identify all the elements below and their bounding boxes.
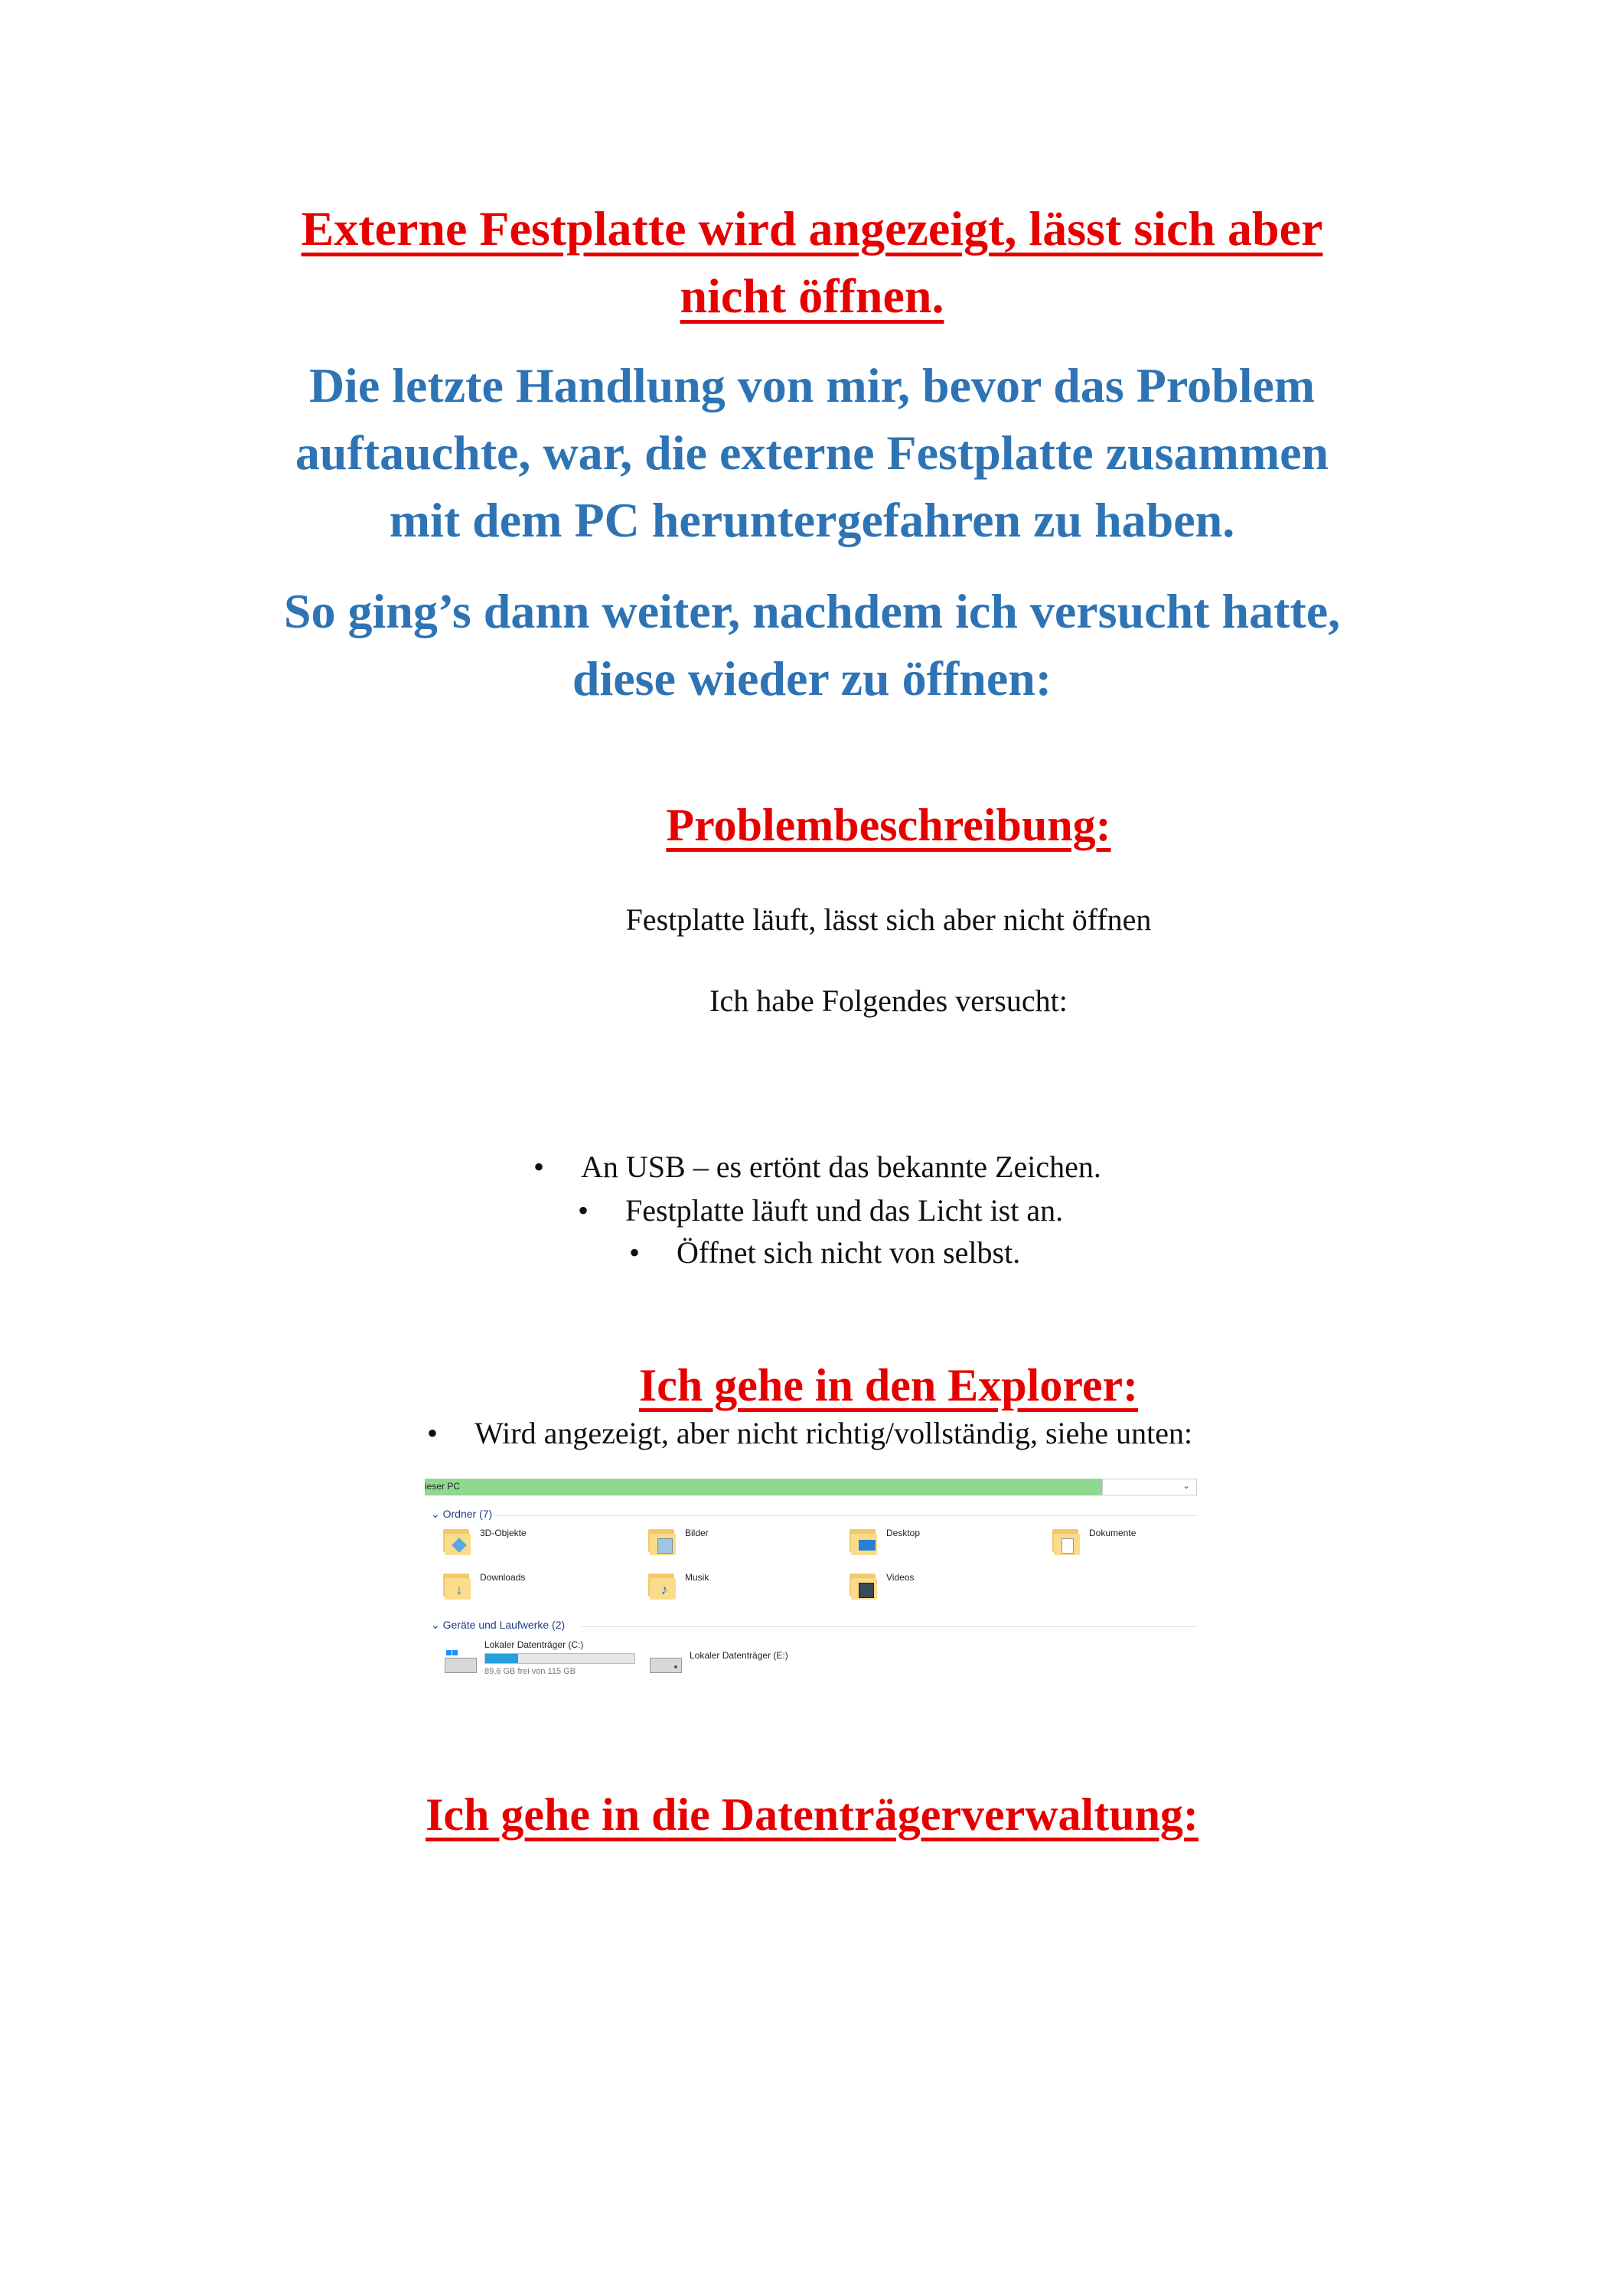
- explorer-screenshot: [425, 1477, 1205, 1693]
- folder-3d-objekte: [442, 1525, 633, 1560]
- drives-group-header: ⌄ Geräte und Laufwerke (2): [431, 1619, 566, 1631]
- drives-group-label: Geräte und Laufwerke (2): [442, 1619, 566, 1631]
- explorer-heading: Ich gehe in den Explorer:: [638, 1360, 1139, 1411]
- group-divider: [582, 1626, 1198, 1627]
- intro-paragraph-1: [0, 352, 1624, 554]
- folder-pictures-icon: [647, 1525, 679, 1557]
- drive-usage-bar: [484, 1653, 635, 1664]
- drive-label: Lokaler Datenträger (E:): [690, 1650, 788, 1661]
- folder-3d-icon: [442, 1525, 474, 1557]
- folder-bilder: [647, 1525, 838, 1560]
- address-bar-progress: [425, 1479, 1102, 1495]
- bullet-dot-icon: •: [629, 1235, 641, 1270]
- folder-label: 3D-Objekte: [480, 1528, 527, 1538]
- intro-line: Die letzte Handlung von mir, bevor das Problem: [308, 358, 1316, 413]
- bullet-dot-icon: •: [578, 1193, 589, 1228]
- bullet-dot-icon: •: [427, 1416, 439, 1450]
- folder-desktop: [848, 1525, 1039, 1560]
- document-title-line-2: nicht öffnen.: [680, 269, 944, 323]
- folder-label: Videos: [886, 1572, 915, 1583]
- folder-videos: [848, 1569, 1039, 1604]
- bullet-dot-icon: •: [533, 1150, 545, 1184]
- address-bar: [425, 1479, 1205, 1495]
- problem-heading: Problembeschreibung:: [666, 800, 1111, 850]
- chevron-down-icon: ⌄: [1182, 1480, 1191, 1491]
- folders-group-label: Ordner (7): [442, 1508, 493, 1520]
- problem-description: Festplatte läuft, lässt sich aber nicht öffnen: [625, 902, 1152, 937]
- tried-label: Ich habe Folgendes versucht:: [709, 983, 1068, 1018]
- address-text: ieser PC: [425, 1481, 461, 1492]
- folder-desktop-icon: [848, 1525, 880, 1557]
- folder-label: Downloads: [480, 1572, 526, 1583]
- intro-line: mit dem PC heruntergefahren zu haben.: [389, 493, 1235, 547]
- group-divider: [494, 1515, 1198, 1516]
- intro-line: diese wieder zu öffnen:: [572, 651, 1052, 706]
- drive-usage-fill: [485, 1654, 518, 1663]
- disk-management-heading: Ich gehe in die Datenträgerverwaltung:: [426, 1789, 1198, 1840]
- intro-line: So ging’s dann weiter, nachdem ich versucht hatte,: [283, 584, 1341, 638]
- folder-label: Musik: [685, 1572, 709, 1583]
- intro-paragraph-2: [0, 578, 1624, 713]
- folders-group-header: ⌄ Ordner (7): [431, 1508, 493, 1520]
- folder-downloads-icon: ↓: [442, 1569, 474, 1601]
- document-title: [0, 195, 1624, 330]
- folder-label: Desktop: [886, 1528, 921, 1538]
- windows-drive-icon: [442, 1647, 478, 1678]
- document-title-line-1: Externe Festplatte wird angezeigt, lässt sich aber: [301, 201, 1323, 256]
- folder-documents-icon: [1051, 1525, 1083, 1557]
- bullet-text: An USB – es ertönt das bekannte Zeichen.: [581, 1150, 1101, 1184]
- folder-musik: [647, 1569, 838, 1604]
- bullet-text: Festplatte läuft und das Licht ist an.: [625, 1193, 1064, 1228]
- bullet-text: Wird angezeigt, aber nicht richtig/vollständig, siehe unten:: [474, 1416, 1193, 1450]
- folder-label: Dokumente: [1089, 1528, 1136, 1538]
- bullet-text: Öffnet sich nicht von selbst.: [677, 1235, 1021, 1270]
- folder-downloads: [442, 1569, 633, 1604]
- folder-dokumente: [1051, 1525, 1205, 1560]
- drive-label: Lokaler Datenträger (C:): [484, 1639, 584, 1650]
- hard-drive-icon: [647, 1647, 683, 1678]
- drive-e: [647, 1639, 938, 1685]
- intro-line: auftauchte, war, die externe Festplatte zusammen: [295, 426, 1329, 480]
- folder-music-icon: ♪: [647, 1569, 679, 1601]
- folder-videos-icon: [848, 1569, 880, 1601]
- folder-label: Bilder: [685, 1528, 709, 1538]
- drive-free-space: 89,6 GB frei von 115 GB: [484, 1667, 576, 1676]
